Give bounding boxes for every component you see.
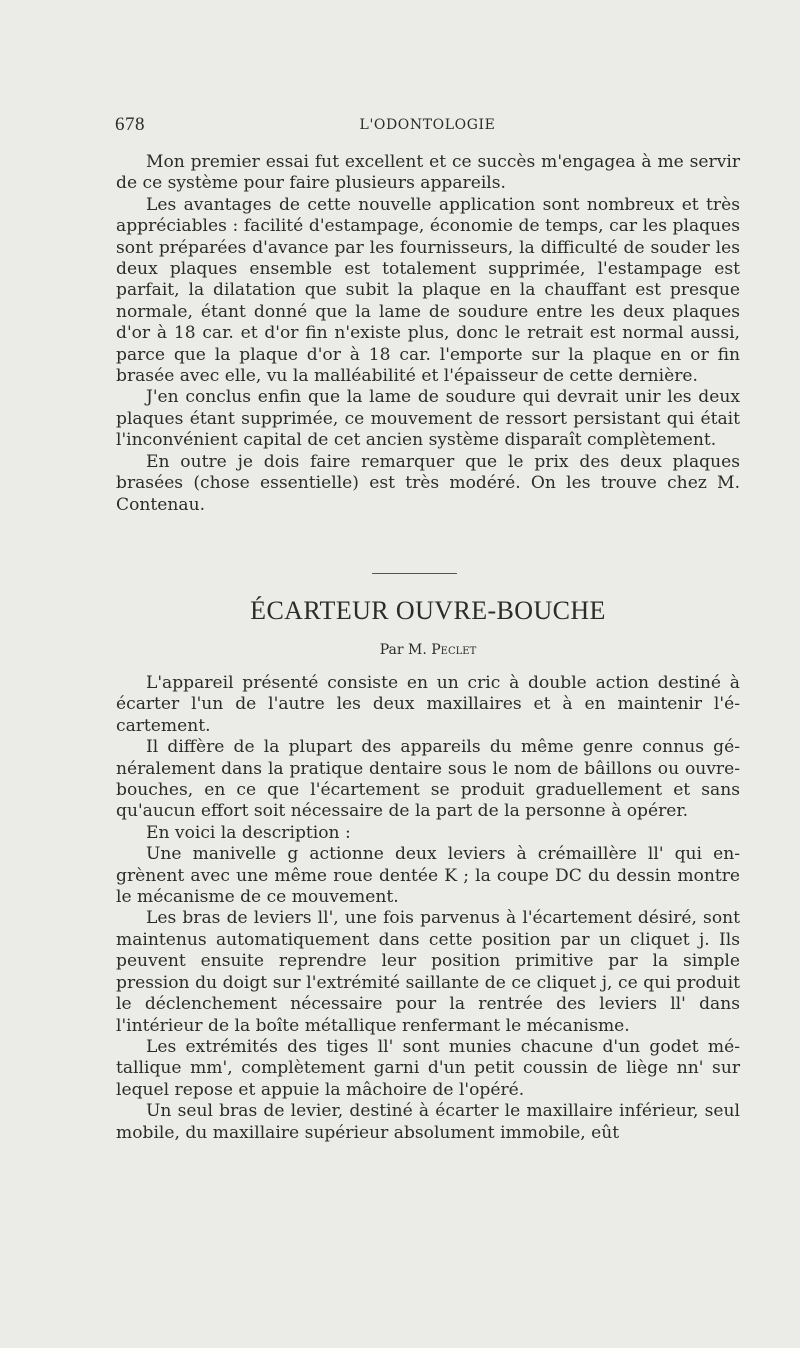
- paragraph: Les extrémités des tiges ll' sont munies chacune d'un godet métallique mm', complètement garni d'un petit coussin de liège nn' sur lequel repose et appuie la mâchoire de l'opéré.: [116, 1036, 740, 1100]
- paragraph: En voici la description :: [146, 822, 351, 843]
- paragraph: Les bras de leviers ll', une fois parvenus à l'écartement désiré, sont maintenus automatiquement dans cette position par un cliquet j. Ils peuvent ensuite reprendre leur position primitive par la simple pression du doigt sur l'extrémité saillante de ce cliquet j, ce qui produit le déclenchement nécessaire pour la rentrée des leviers ll' dans l'intérieur de la boîte métallique renfermant le mécanisme.: [116, 908, 740, 1036]
- paragraph: Les avantages de cette nouvelle application sont nombreux et très appréciables : facilité d'estampage, économie de temps, car les plaques sont préparées d'avance par les fournisseurs, la difficulté de souder les deux plaques ensemble est totalement supprimée, l'estampage est parfait, la dilatation que subit la plaque en la chauffant est presque normale, étant donné que la lame de soudure entre les deux plaques d'or à 18 car. et d'or fin n'existe plus, donc le retrait est normal aussi, parce que la plaque d'or à 18 car. l'emporte sur la plaque en or fin brasée avec elle, vu la malléabilité et l'épaisseur de cette dernière.: [116, 194, 740, 387]
- running-title: L'ODONTOLOGIE: [359, 117, 496, 133]
- article-title: ÉCARTEUR OUVRE-BOUCHE: [250, 596, 606, 625]
- page-number: 678: [115, 114, 145, 135]
- paragraph: Une manivelle g actionne deux leviers à crémaillère ll' qui engrènent avec une même roue dentée K ; la coupe DC du dessin montre le mécanisme de ce mouvement.: [116, 844, 740, 908]
- author-name: Peclet: [431, 642, 477, 658]
- page-header: [115, 114, 740, 138]
- previous-article-text: [116, 152, 740, 516]
- paragraph: L'appareil présenté consiste en un cric à double action destiné à écarter l'un de l'autre les deux maxillaires et à en maintenir l'écartement.: [116, 673, 740, 736]
- article-body: [116, 673, 740, 1144]
- byline-prefix: Par M.: [379, 642, 432, 658]
- paragraph: Il diffère de la plupart des appareils du même genre connus généralement dans la pratique dentaire sous le nom de bâillons ou ouvre-bouches, en ce que l'écartement se produit graduellement et sans qu'aucun effort soit nécessaire de la part de la personne à opérer.: [116, 737, 740, 822]
- section-divider: [372, 573, 457, 574]
- paragraph: Mon premier essai fut excellent et ce succès m'engagea à me servir de ce système pour faire plusieurs appareils.: [116, 152, 740, 194]
- paragraph: Un seul bras de levier, destiné à écarter le maxillaire inférieur, seul mobile, du maxillaire supérieur absolument immobile, eût: [116, 1101, 740, 1143]
- article-byline: [116, 642, 740, 658]
- paragraph: En outre je dois faire remarquer que le prix des deux plaques brasées (chose essentielle) est très modéré. On les trouve chez M. Contenau.: [116, 451, 740, 515]
- paragraph: J'en conclus enfin que la lame de soudure qui devrait unir les deux plaques étant supprimée, ce mouvement de ressort persistant qui était l'inconvénient capital de cet ancien système disparaît complètement.: [116, 387, 740, 451]
